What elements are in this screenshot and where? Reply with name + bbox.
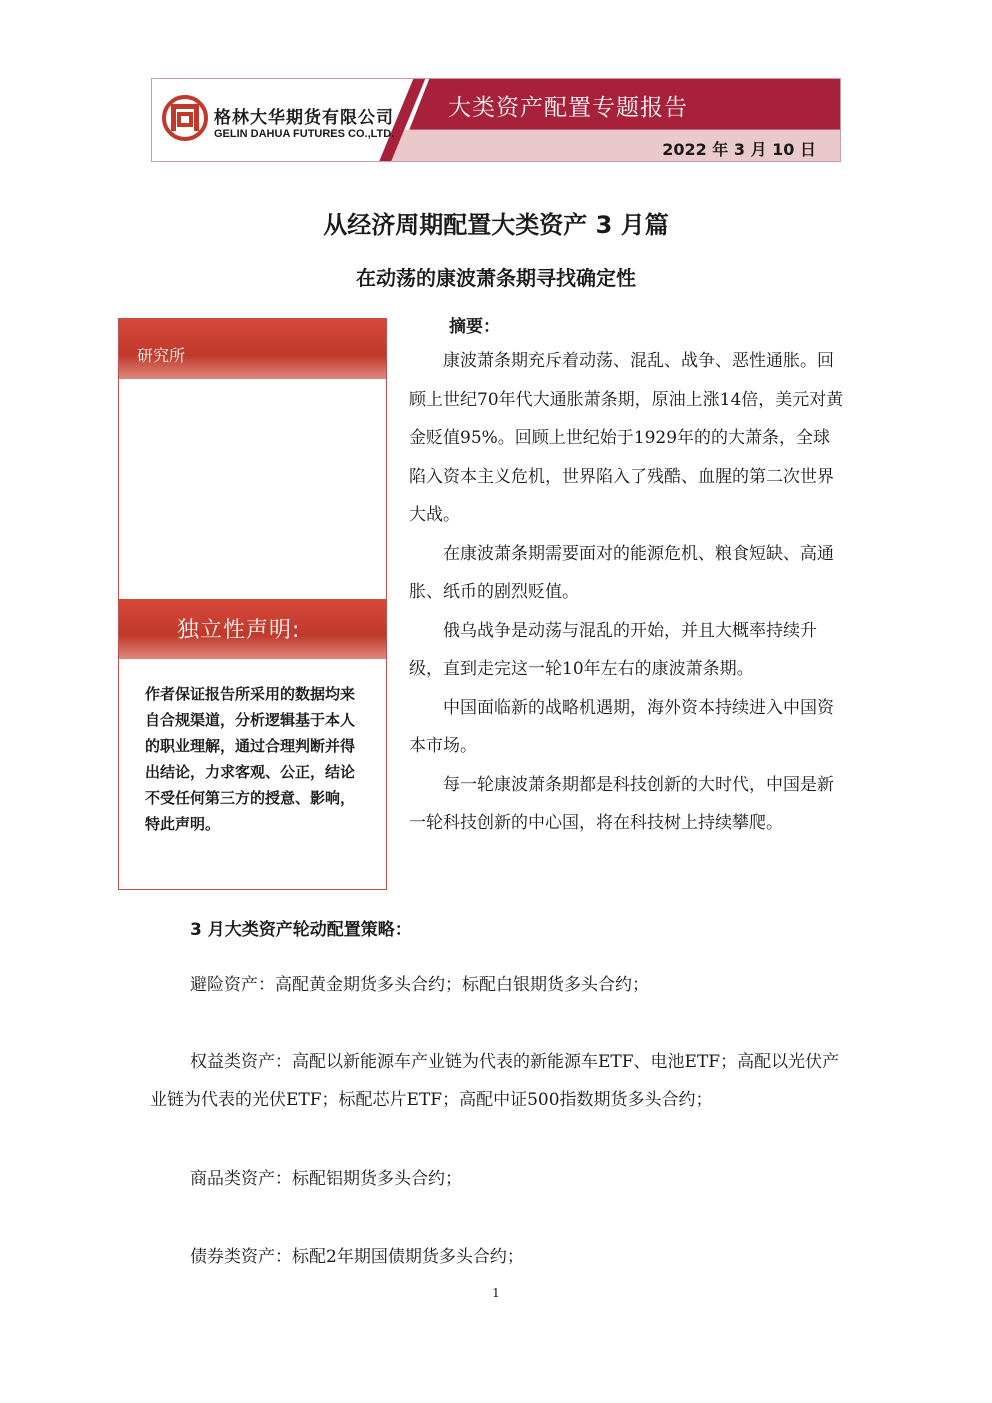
strategy-bond: 债券类资产：标配2年期国债期货多头合约； <box>190 1247 524 1267</box>
report-title: 从经济周期配置大类资产 3 月篇 <box>323 211 669 239</box>
abstract-paragraph: 每一轮康波萧条期都是科技创新的大时代，中国是新一轮科技创新的中心国，将在科技树上持续攀爬。 <box>409 774 834 833</box>
abstract-label: 摘要： <box>449 317 500 337</box>
institute-label: 研究所 <box>137 346 186 365</box>
page-number: 1 <box>492 1286 500 1300</box>
strategy-hedge: 避险资产：高配黄金期货多头合约；标配白银期货多头合约； <box>190 975 649 995</box>
company-logo-icon <box>162 95 208 141</box>
abstract-paragraph: 俄乌战争是动荡与混乱的开始，并且大概率持续升级，直到走完这一轮10年左右的康波萧条期。 <box>409 620 817 679</box>
declaration-text: 作者保证报告所采用的数据均来自合规渠道，分析逻辑基于本人的职业理解，通过合理判断并得出结论，力求客观、公正，结论不受任何第三方的授意、影响，特此声明。 <box>145 685 356 833</box>
abstract-paragraph: 中国面临新的战略机遇期，海外资本持续进入中国资本市场。 <box>409 697 834 756</box>
company-name-cn: 格林大华期货有限公司 <box>214 108 394 128</box>
abstract-paragraph: 在康波萧条期需要面对的能源危机、粮食短缺、高通胀、纸币的剧烈贬值。 <box>409 543 834 602</box>
strategy-item <box>150 1043 850 1119</box>
sidebar-panel <box>118 318 387 890</box>
declaration-header <box>119 599 386 659</box>
strategy-item <box>150 1160 850 1198</box>
report-subtitle: 在动荡的康波萧条期寻找确定性 <box>356 266 636 290</box>
company-name-en: GELIN DAHUA FUTURES CO.,LTD. <box>214 128 395 140</box>
strategy-item <box>150 1238 850 1276</box>
abstract-body <box>409 342 845 843</box>
strategy-commodity: 商品类资产：标配铝期货多头合约； <box>190 1169 462 1189</box>
report-date: 2022 年 3 月 10 日 <box>662 140 816 159</box>
report-header <box>151 78 841 162</box>
strategy-item <box>150 966 850 1004</box>
institute-header <box>119 319 386 379</box>
declaration-title: 独立性声明: <box>177 618 301 643</box>
abstract-paragraph: 康波萧条期充斥着动荡、混乱、战争、恶性通胀。回顾上世纪70年代大通胀萧条期，原油上涨14倍，美元对黄金贬值95%。回顾上世纪始于1929年的的大萧条，全球陷入资本主义危机，世界陷入了残酷、血腥的第二次世界大战。 <box>409 351 844 525</box>
strategy-title: 3 月大类资产轮动配置策略： <box>190 920 412 940</box>
strategy-equity: 权益类资产：高配以新能源车产业链为代表的新能源车ETF、电池ETF；高配以光伏产业链为代表的光伏ETF；标配芯片ETF；高配中证500指数期货多头合约； <box>150 1052 840 1110</box>
report-type: 大类资产配置专题报告 <box>448 95 688 121</box>
